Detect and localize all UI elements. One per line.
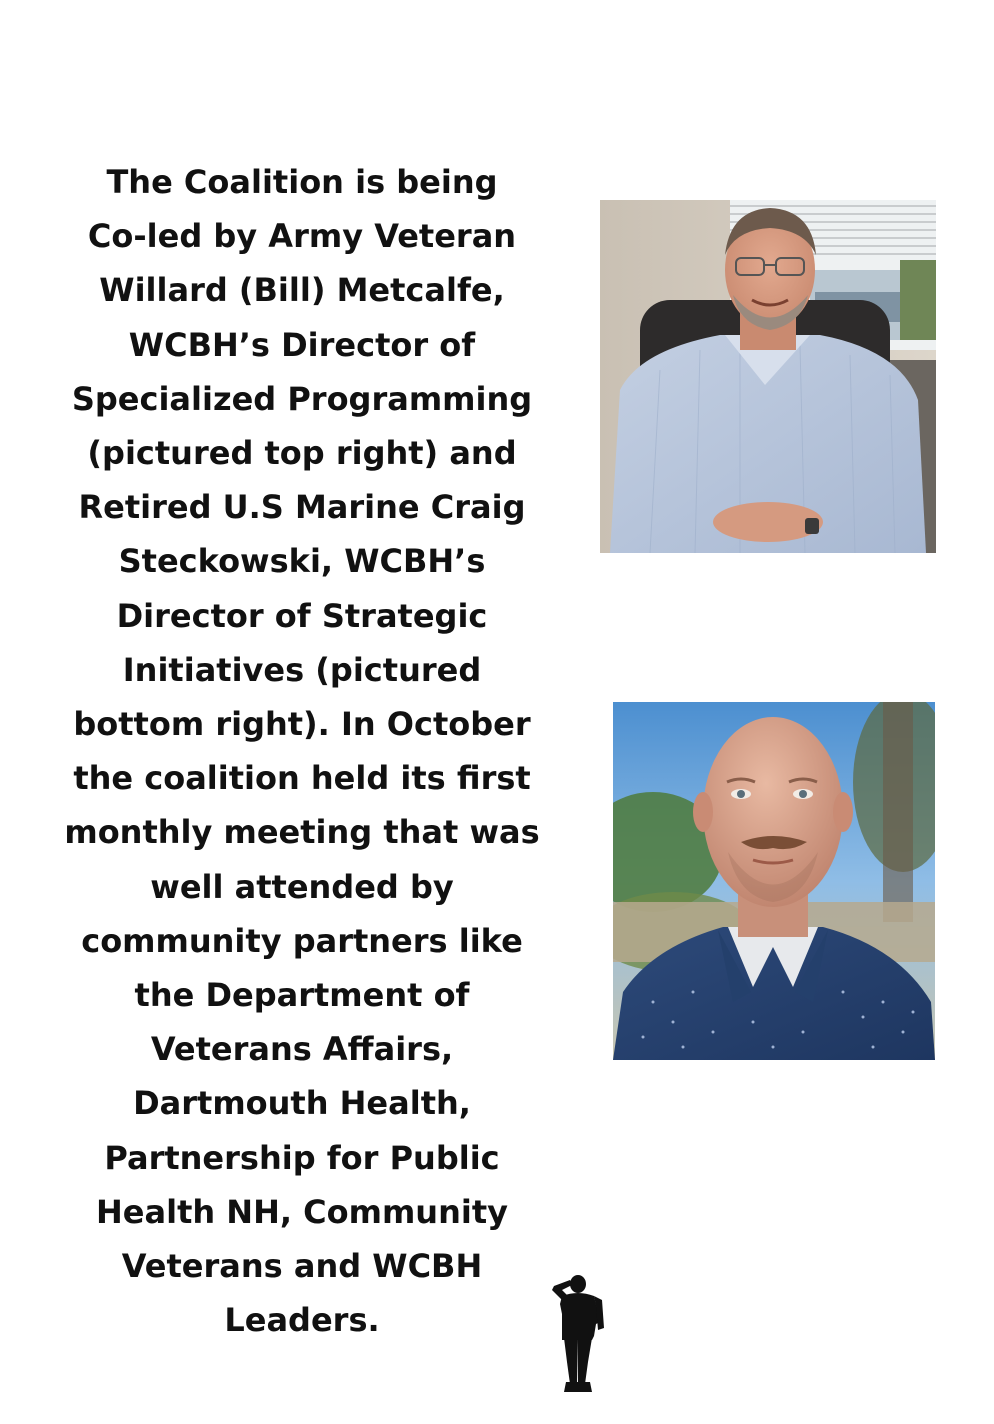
article-line: monthly meeting that was xyxy=(64,813,540,852)
article-line: Specialized Programming xyxy=(71,379,533,418)
article-line: Leaders. xyxy=(224,1301,380,1340)
article-line: Veterans Affairs, xyxy=(150,1030,454,1069)
article-line: Health NH, Community xyxy=(96,1192,508,1231)
article-line: WCBH’s Director of xyxy=(128,325,476,364)
saluting-soldier-silhouette-icon xyxy=(548,1274,606,1396)
article-body xyxy=(58,155,546,1347)
article-line: Steckowski, WCBH’s xyxy=(118,542,486,581)
photo-bill-metcalfe xyxy=(600,200,936,553)
article-line: the Department of xyxy=(134,976,470,1015)
article-line: Director of Strategic xyxy=(116,596,488,635)
article-line: (pictured top right) and xyxy=(87,434,517,473)
article-line: well attended by xyxy=(150,867,454,906)
article-line: The Coalition is being xyxy=(106,163,498,201)
article-line: the coalition held its first xyxy=(73,759,531,798)
article-line: Willard (Bill) Metcalfe, xyxy=(99,271,505,310)
article-line: Veterans and WCBH xyxy=(121,1247,483,1286)
article-line: bottom right). In October xyxy=(73,705,531,744)
article-line: Dartmouth Health, xyxy=(133,1084,471,1123)
photo-craig-steckowski xyxy=(613,702,935,1060)
article-line: Retired U.S Marine Craig xyxy=(78,488,526,527)
article-line: Partnership for Public xyxy=(104,1138,500,1177)
article-line: community partners like xyxy=(81,921,523,960)
article-line: Co-led by Army Veteran xyxy=(87,217,517,256)
article-line: Initiatives (pictured xyxy=(122,650,482,689)
